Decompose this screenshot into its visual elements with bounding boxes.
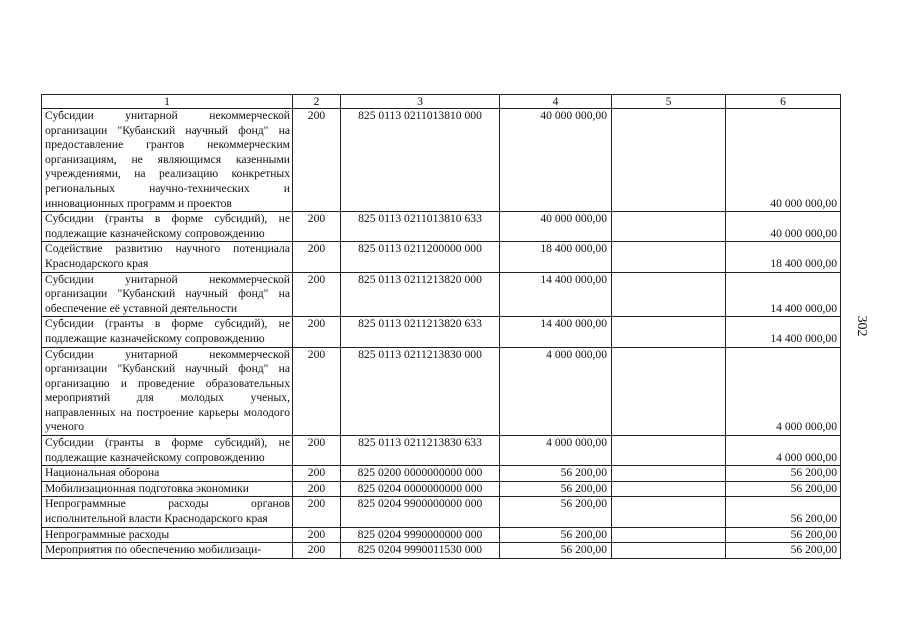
cell-amount: 18 400 000,00	[500, 242, 612, 272]
cell-total: 4 000 000,00	[726, 347, 841, 436]
cell-name: Субсидии (гранты в форме субсидий), не подлежащие казначейскому сопровождению	[42, 317, 293, 347]
table-row	[42, 466, 841, 482]
cell-admin: 200	[293, 527, 341, 543]
cell-name: Субсидии (гранты в форме субсидий), не подлежащие казначейскому сопровождению	[42, 436, 293, 466]
cell-total: 56 200,00	[726, 543, 841, 559]
header-cell: 1	[42, 95, 293, 109]
cell-amount: 40 000 000,00	[500, 109, 612, 212]
cell-amount: 14 400 000,00	[500, 317, 612, 347]
cell-code: 825 0113 0211213830 000	[341, 347, 500, 436]
cell-total: 4 000 000,00	[726, 436, 841, 466]
cell-amount: 56 200,00	[500, 497, 612, 527]
cell-col5	[612, 242, 726, 272]
cell-code: 825 0113 0211200000 000	[341, 242, 500, 272]
cell-col5	[612, 481, 726, 497]
cell-name: Национальная оборона	[42, 466, 293, 482]
cell-admin: 200	[293, 212, 341, 242]
cell-name: Мероприятия по обеспечению мобилизаци-	[42, 543, 293, 559]
cell-name: Субсидии (гранты в форме субсидий), не подлежащие казначейскому сопровождению	[42, 212, 293, 242]
cell-col5	[612, 272, 726, 317]
cell-amount: 4 000 000,00	[500, 347, 612, 436]
cell-code: 825 0113 0211213820 633	[341, 317, 500, 347]
cell-amount: 56 200,00	[500, 543, 612, 559]
cell-col5	[612, 109, 726, 212]
cell-name: Субсидии унитарной некоммерческой организации "Кубанский научный фонд" на организацию и проведение образовательных мероприятий для молодых ученых, направленных на построение карьеры молодого ученого	[42, 347, 293, 436]
cell-code: 825 0204 9990000000 000	[341, 527, 500, 543]
cell-admin: 200	[293, 109, 341, 212]
cell-admin: 200	[293, 481, 341, 497]
table-row	[42, 497, 841, 527]
budget-table	[41, 94, 841, 559]
header-cell: 4	[500, 95, 612, 109]
cell-admin: 200	[293, 317, 341, 347]
cell-admin: 200	[293, 347, 341, 436]
cell-admin: 200	[293, 466, 341, 482]
cell-total: 40 000 000,00	[726, 109, 841, 212]
header-cell: 5	[612, 95, 726, 109]
table-row	[42, 109, 841, 212]
cell-col5	[612, 436, 726, 466]
cell-admin: 200	[293, 436, 341, 466]
table-row	[42, 436, 841, 466]
cell-code: 825 0113 0211213820 000	[341, 272, 500, 317]
cell-admin: 200	[293, 272, 341, 317]
header-cell: 6	[726, 95, 841, 109]
cell-name: Субсидии унитарной некоммерческой организации "Кубанский научный фонд" на обеспечение её уставной деятельности	[42, 272, 293, 317]
cell-admin: 200	[293, 242, 341, 272]
cell-col5	[612, 317, 726, 347]
page-number: 302	[854, 315, 869, 337]
cell-col5	[612, 212, 726, 242]
cell-total: 18 400 000,00	[726, 242, 841, 272]
cell-total: 56 200,00	[726, 527, 841, 543]
table-row	[42, 527, 841, 543]
header-cell: 3	[341, 95, 500, 109]
cell-amount: 4 000 000,00	[500, 436, 612, 466]
cell-amount: 56 200,00	[500, 466, 612, 482]
table-row	[42, 543, 841, 559]
header-cell: 2	[293, 95, 341, 109]
table-row	[42, 212, 841, 242]
cell-code: 825 0113 0211013810 633	[341, 212, 500, 242]
cell-col5	[612, 347, 726, 436]
cell-total: 56 200,00	[726, 481, 841, 497]
cell-code: 825 0200 0000000000 000	[341, 466, 500, 482]
cell-amount: 56 200,00	[500, 481, 612, 497]
table-row	[42, 242, 841, 272]
table-row	[42, 481, 841, 497]
cell-code: 825 0113 0211213830 633	[341, 436, 500, 466]
cell-amount: 56 200,00	[500, 527, 612, 543]
cell-total: 56 200,00	[726, 466, 841, 482]
cell-col5	[612, 527, 726, 543]
cell-name: Мобилизационная подготовка экономики	[42, 481, 293, 497]
cell-name: Субсидии унитарной некоммерческой организации "Кубанский научный фонд" на предоставление грантов некоммерческим организациям, не являющимся казенными учреждениями, на реализацию конкретных региональных научно-технических и инновационных программ и проектов	[42, 109, 293, 212]
cell-total: 14 400 000,00	[726, 317, 841, 347]
cell-code: 825 0113 0211013810 000	[341, 109, 500, 212]
cell-code: 825 0204 9990011530 000	[341, 543, 500, 559]
cell-code: 825 0204 0000000000 000	[341, 481, 500, 497]
cell-name: Непрограммные расходы	[42, 527, 293, 543]
cell-col5	[612, 466, 726, 482]
cell-name: Непрограммные расходы органов исполнительной власти Краснодарского края	[42, 497, 293, 527]
table-row	[42, 347, 841, 436]
table-row	[42, 317, 841, 347]
cell-amount: 40 000 000,00	[500, 212, 612, 242]
cell-name: Содействие развитию научного потенциала Краснодарского края	[42, 242, 293, 272]
cell-admin: 200	[293, 497, 341, 527]
header-row	[42, 95, 841, 109]
cell-total: 14 400 000,00	[726, 272, 841, 317]
cell-total: 56 200,00	[726, 497, 841, 527]
cell-col5	[612, 543, 726, 559]
cell-col5	[612, 497, 726, 527]
cell-admin: 200	[293, 543, 341, 559]
cell-amount: 14 400 000,00	[500, 272, 612, 317]
cell-total: 40 000 000,00	[726, 212, 841, 242]
cell-code: 825 0204 9900000000 000	[341, 497, 500, 527]
table-row	[42, 272, 841, 317]
